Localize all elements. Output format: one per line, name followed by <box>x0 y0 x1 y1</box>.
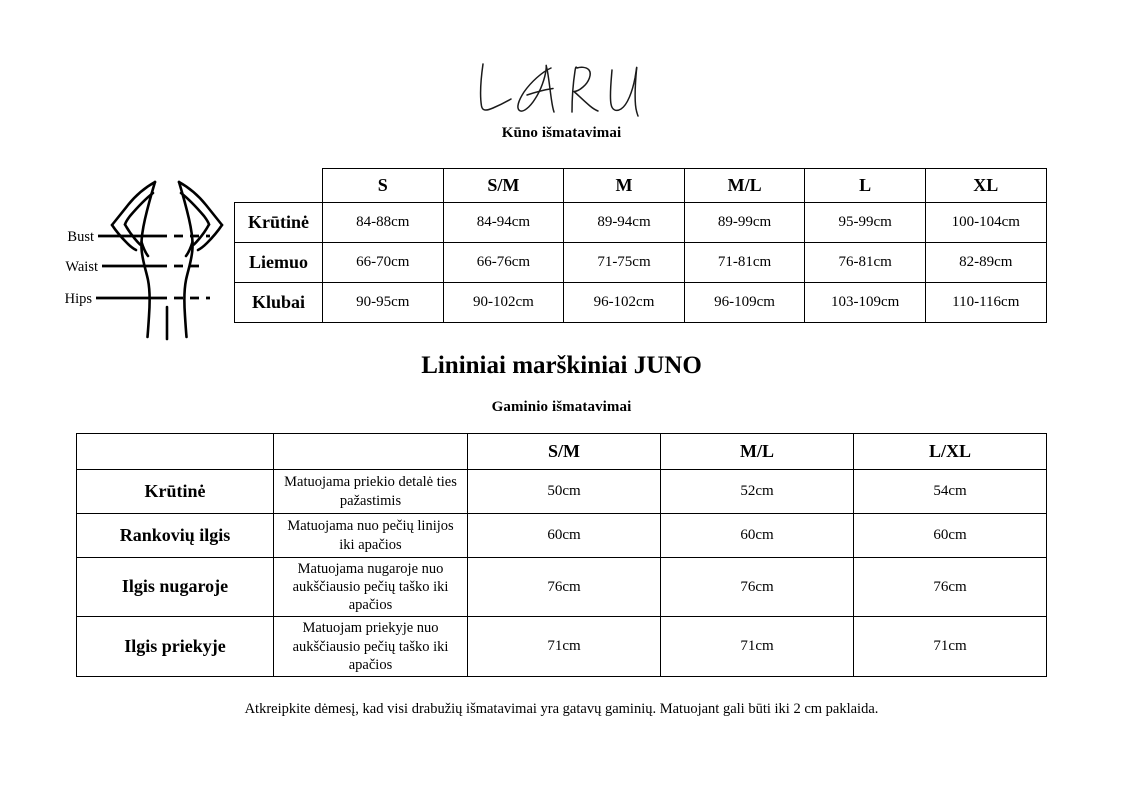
product-row-name-rankoviu-ilgis: Rankovių ilgis <box>77 514 274 558</box>
size-header-s: S <box>323 169 444 203</box>
product-size-header-lxl: L/XL <box>854 434 1047 470</box>
table-row <box>77 514 1047 558</box>
size-header-ml: M/L <box>684 169 805 203</box>
product-row-desc-ilgis-nugaroje: Matuojama nugaroje nuo aukščiausio pečių taško iki apačios <box>274 558 468 617</box>
table-row <box>235 283 1047 323</box>
size-header-m: M <box>564 169 685 203</box>
row-label-liemuo: Liemuo <box>235 243 323 283</box>
product-cell-krutine-lxl: 54cm <box>854 470 1047 514</box>
cell-klubai-sm: 90-102cm <box>443 283 564 323</box>
product-row-desc-rankoviu-ilgis: Matuojama nuo pečių linijos iki apačios <box>274 514 468 558</box>
body-measurement-diagram <box>58 176 238 341</box>
laru-script-logo-icon <box>472 58 652 120</box>
table-row <box>77 558 1047 617</box>
cell-klubai-s: 90-95cm <box>323 283 444 323</box>
product-cell-nugaroje-lxl: 76cm <box>854 558 1047 617</box>
row-label-krutine: Krūtinė <box>235 203 323 243</box>
product-row-name-krutine: Krūtinė <box>77 470 274 514</box>
cell-klubai-xl: 110-116cm <box>925 283 1046 323</box>
table-row <box>77 470 1047 514</box>
product-row-desc-krutine: Matuojama priekio detalė ties pažastimis <box>274 470 468 514</box>
product-cell-nugaroje-ml: 76cm <box>661 558 854 617</box>
cell-liemuo-s: 66-70cm <box>323 243 444 283</box>
size-header-xl: XL <box>925 169 1046 203</box>
diagram-label-waist: Waist <box>65 259 98 275</box>
product-cell-priekyje-ml: 71cm <box>661 617 854 676</box>
cell-liemuo-ml: 71-81cm <box>684 243 805 283</box>
size-header-l: L <box>805 169 926 203</box>
product-cell-rankoviu-sm: 60cm <box>468 514 661 558</box>
table-corner-cell <box>235 169 323 203</box>
product-row-name-ilgis-nugaroje: Ilgis nugaroje <box>77 558 274 617</box>
table-row <box>235 203 1047 243</box>
table-row <box>235 243 1047 283</box>
product-cell-krutine-sm: 50cm <box>468 470 661 514</box>
measurement-disclaimer-note: Atkreipkite dėmesį, kad visi drabužių išmatavimai yra gatavų gaminių. Matuojant gali būti iki 2 cm paklaida. <box>244 701 879 717</box>
product-row-name-ilgis-priekyje: Ilgis priekyje <box>77 617 274 676</box>
table-header-row <box>235 169 1047 203</box>
cell-klubai-l: 103-109cm <box>805 283 926 323</box>
brand-logo <box>0 58 1123 125</box>
cell-krutine-s: 84-88cm <box>323 203 444 243</box>
female-torso-measurement-diagram-icon <box>58 176 238 341</box>
product-row-desc-ilgis-priekyje: Matuojam priekyje nuo aukščiausio pečių taško iki apačios <box>274 617 468 676</box>
product-cell-rankoviu-ml: 60cm <box>661 514 854 558</box>
diagram-label-bust: Bust <box>67 229 94 245</box>
cell-liemuo-xl: 82-89cm <box>925 243 1046 283</box>
product-cell-rankoviu-lxl: 60cm <box>854 514 1047 558</box>
product-title: Lininiai marškiniai JUNO <box>421 352 702 379</box>
cell-krutine-sm: 84-94cm <box>443 203 564 243</box>
cell-krutine-xl: 100-104cm <box>925 203 1046 243</box>
diagram-label-hips: Hips <box>64 291 92 307</box>
product-cell-nugaroje-sm: 76cm <box>468 558 661 617</box>
table-header-row <box>77 434 1047 470</box>
body-measurements-table <box>234 168 1047 323</box>
cell-krutine-ml: 89-99cm <box>684 203 805 243</box>
cell-krutine-m: 89-94cm <box>564 203 685 243</box>
product-table-blank-header-a <box>77 434 274 470</box>
cell-liemuo-l: 76-81cm <box>805 243 926 283</box>
product-size-header-sm: S/M <box>468 434 661 470</box>
product-measurements-table <box>76 433 1047 677</box>
product-table-blank-header-b <box>274 434 468 470</box>
cell-liemuo-sm: 66-76cm <box>443 243 564 283</box>
cell-klubai-m: 96-102cm <box>564 283 685 323</box>
cell-liemuo-m: 71-75cm <box>564 243 685 283</box>
cell-klubai-ml: 96-109cm <box>684 283 805 323</box>
row-label-klubai: Klubai <box>235 283 323 323</box>
product-size-header-ml: M/L <box>661 434 854 470</box>
product-cell-krutine-ml: 52cm <box>661 470 854 514</box>
table-row <box>77 617 1047 676</box>
body-measurements-caption: Kūno išmatavimai <box>501 125 622 141</box>
cell-krutine-l: 95-99cm <box>805 203 926 243</box>
product-cell-priekyje-lxl: 71cm <box>854 617 1047 676</box>
size-header-sm: S/M <box>443 169 564 203</box>
product-cell-priekyje-sm: 71cm <box>468 617 661 676</box>
product-measurements-caption: Gaminio išmatavimai <box>491 399 632 415</box>
